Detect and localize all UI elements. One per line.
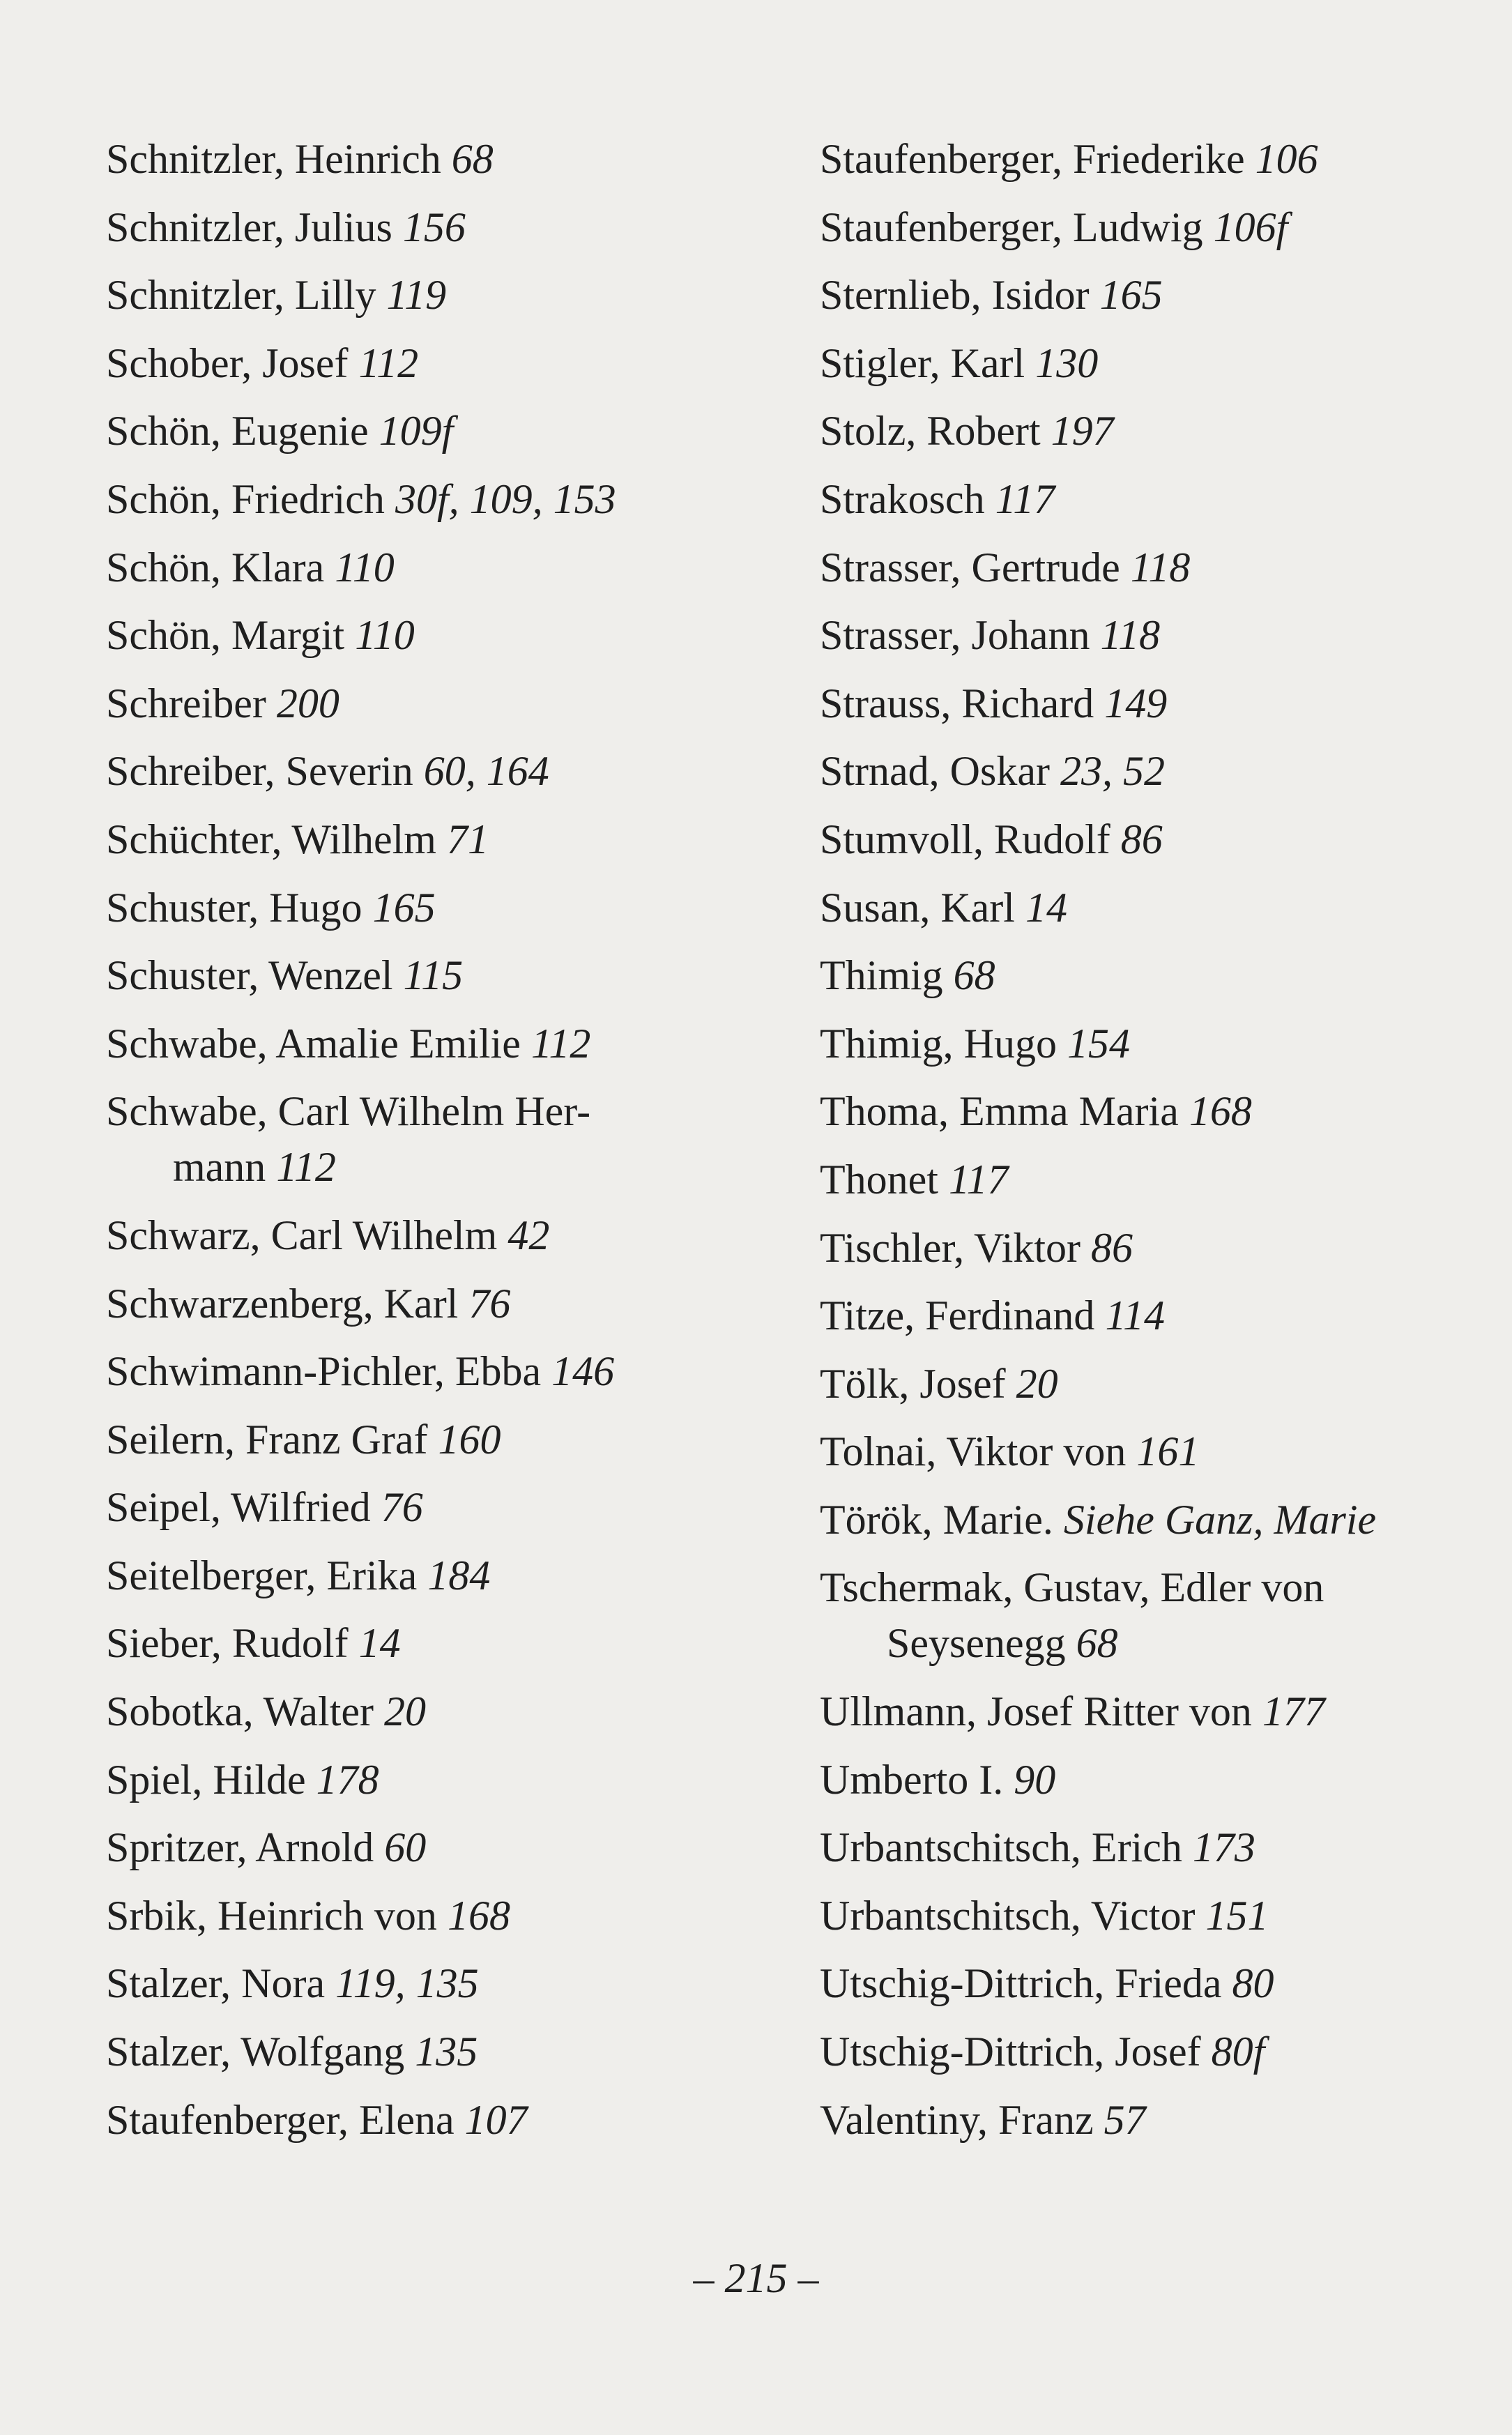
entry-pages: 14: [1025, 884, 1067, 931]
entry-name: Strauss, Richard: [820, 680, 1094, 726]
index-entry: [820, 1559, 1489, 1671]
entry-name: Susan, Karl: [820, 884, 1015, 931]
entry-pages: 149: [1104, 680, 1168, 726]
entry-name: Schön, Friedrich: [106, 475, 385, 522]
entry-name: Seipel, Wilfried: [106, 1484, 371, 1531]
entry-cross-reference: Siehe Ganz, Marie: [1063, 1496, 1377, 1543]
entry-name: Sternlieb, Isidor: [820, 272, 1090, 319]
entry-pages: 80: [1232, 1960, 1274, 2007]
entry-pages: 71: [446, 816, 489, 862]
entry-name: Stalzer, Nora: [106, 1960, 326, 2007]
index-entry: [820, 2092, 1489, 2148]
index-entry: [820, 1955, 1489, 2011]
index-entry: [106, 947, 803, 1003]
entry-name: Thimig: [820, 952, 943, 999]
entry-pages: 110: [335, 544, 395, 590]
index-entry: [820, 1356, 1489, 1412]
entry-pages: 119: [386, 272, 447, 319]
entry-name: Schwimann-Pichler, Ebba: [106, 1348, 542, 1395]
index-entry: [820, 199, 1489, 255]
index-entry: [106, 540, 803, 595]
index-entry: [820, 1888, 1489, 1944]
entry-pages: 118: [1100, 612, 1161, 659]
entry-name: Thoma, Emma Maria: [820, 1088, 1179, 1135]
entry-pages: 30f, 109, 153: [395, 475, 616, 522]
entry-name: Staufenberger, Elena: [106, 2096, 455, 2143]
index-entry: [106, 335, 803, 391]
entry-name: Staufenberger, Friederike: [820, 136, 1245, 182]
entry-pages: 200: [276, 680, 339, 726]
entry-pages: 117: [995, 475, 1055, 522]
index-entry: [820, 1220, 1489, 1276]
index-entry: [106, 1548, 803, 1603]
entry-name: Török, Marie.: [820, 1496, 1053, 1543]
index-entry: [106, 131, 803, 187]
page-number: – 215 –: [693, 2255, 819, 2301]
entry-pages: 106: [1255, 136, 1318, 182]
entry-name: Ullmann, Josef Ritter von: [820, 1688, 1252, 1735]
index-column-right: [820, 131, 1489, 2160]
entry-pages: 68: [451, 136, 494, 182]
entry-name: Spritzer, Arnold: [106, 1824, 374, 1871]
entry-name: Thonet: [820, 1156, 938, 1203]
entry-name: Strasser, Gertrude: [820, 544, 1120, 590]
entry-name: Schwabe, Carl Wilhelm Her-: [106, 1088, 591, 1135]
entry-pages: 178: [316, 1756, 379, 1803]
index-entry: [106, 675, 803, 731]
entry-name-continued: Seysenegg: [887, 1620, 1066, 1667]
index-entry: [106, 880, 803, 936]
entry-name: Stumvoll, Rudolf: [820, 816, 1110, 862]
entry-pages: 76: [468, 1280, 511, 1327]
entry-pages: 135: [415, 2029, 478, 2075]
entry-name: Titze, Ferdinand: [820, 1292, 1095, 1339]
entry-pages: 60: [384, 1824, 427, 1871]
entry-pages: 115: [403, 952, 464, 999]
index-entry: [820, 1684, 1489, 1739]
index-entry: [820, 947, 1489, 1003]
index-entry: [820, 743, 1489, 799]
index-entry: [106, 1615, 803, 1671]
entry-name: Schön, Margit: [106, 612, 345, 659]
entry-continuation: [106, 1139, 803, 1195]
entry-pages: 42: [507, 1212, 550, 1258]
index-entry: [106, 1888, 803, 1944]
entry-pages: 173: [1192, 1824, 1255, 1871]
entry-name: Seitelberger, Erika: [106, 1552, 418, 1598]
index-entry: [820, 811, 1489, 867]
entry-pages: 156: [402, 204, 466, 250]
entry-name: Sobotka, Walter: [106, 1688, 374, 1735]
index-entry: [820, 131, 1489, 187]
entry-name: Stalzer, Wolfgang: [106, 2029, 405, 2075]
entry-pages: 20: [1016, 1360, 1058, 1407]
index-entry: [106, 267, 803, 323]
index-entry: [820, 335, 1489, 391]
entry-name: Spiel, Hilde: [106, 1756, 306, 1803]
index-entry: [106, 2092, 803, 2148]
entry-name: Thimig, Hugo: [820, 1020, 1057, 1067]
index-entry: [820, 540, 1489, 595]
index-entry: [106, 1479, 803, 1535]
index-entry: [820, 2024, 1489, 2079]
index-entry: [820, 1492, 1489, 1548]
entry-pages: 112: [276, 1144, 336, 1191]
entry-pages: 107: [464, 2096, 528, 2143]
entry-name: Seilern, Franz Graf: [106, 1416, 428, 1463]
entry-pages: 60, 164: [423, 748, 549, 795]
entry-name: Sieber, Rudolf: [106, 1620, 349, 1667]
entry-name: Strasser, Johann: [820, 612, 1090, 659]
entry-pages: 168: [1189, 1088, 1252, 1135]
index-entry: [820, 880, 1489, 936]
index-entry: [820, 607, 1489, 663]
entry-name: Staufenberger, Ludwig: [820, 204, 1203, 250]
entry-name: Schreiber: [106, 680, 266, 726]
entry-name: Valentiny, Franz: [820, 2096, 1094, 2143]
entry-pages: 118: [1130, 544, 1191, 590]
entry-name: Utschig-Dittrich, Josef: [820, 2029, 1201, 2075]
entry-pages: 14: [358, 1620, 401, 1667]
entry-pages: 119, 135: [335, 1960, 479, 2007]
index-entry: [820, 675, 1489, 731]
index-entry: [106, 1207, 803, 1263]
entry-name: Schwarz, Carl Wilhelm: [106, 1212, 498, 1258]
index-entry: [820, 1819, 1489, 1875]
entry-name: Urbantschitsch, Erich: [820, 1824, 1182, 1871]
index-entry: [106, 1684, 803, 1739]
entry-pages: 80f: [1211, 2029, 1265, 2075]
entry-pages: 146: [551, 1348, 615, 1395]
index-entry: [106, 811, 803, 867]
entry-pages: 76: [381, 1484, 423, 1531]
index-entry: [106, 1412, 803, 1467]
entry-pages: 161: [1136, 1428, 1200, 1475]
entry-name: Schnitzler, Julius: [106, 204, 392, 250]
entry-pages: 160: [438, 1416, 501, 1463]
index-entry: [106, 1819, 803, 1875]
entry-pages: 20: [384, 1688, 426, 1735]
index-entry: [820, 1083, 1489, 1139]
entry-name: Schuster, Hugo: [106, 884, 362, 931]
index-entry: [106, 199, 803, 255]
index-entry: [106, 2024, 803, 2079]
entry-name: Schwarzenberg, Karl: [106, 1280, 459, 1327]
entry-pages: 86: [1091, 1224, 1133, 1271]
entry-name: Utschig-Dittrich, Frieda: [820, 1960, 1222, 2007]
index-entry: [106, 607, 803, 663]
entry-name: Schnitzler, Lilly: [106, 272, 376, 319]
index-entry: [106, 743, 803, 799]
entry-name: Schreiber, Severin: [106, 748, 413, 795]
index-entry: [106, 1276, 803, 1331]
entry-pages: 106f: [1213, 204, 1288, 250]
entry-name: Tölk, Josef: [820, 1360, 1006, 1407]
entry-pages: 112: [358, 339, 419, 386]
entry-name: Stolz, Robert: [820, 408, 1041, 455]
index-entry: [820, 1288, 1489, 1343]
entry-pages: 165: [1099, 272, 1163, 319]
entry-name: Schober, Josef: [106, 339, 349, 386]
entry-pages: 154: [1067, 1020, 1130, 1067]
entry-name: Schwabe, Amalie Emilie: [106, 1020, 521, 1067]
index-entry: [106, 403, 803, 459]
entry-pages: 23, 52: [1060, 748, 1165, 795]
index-column-left: [106, 131, 803, 2160]
entry-pages: 86: [1120, 816, 1163, 862]
entry-name: Urbantschitsch, Victor: [820, 1892, 1196, 1939]
entry-name: Tschermak, Gustav, Edler von: [820, 1564, 1324, 1611]
entry-name: Strakosch: [820, 475, 985, 522]
entry-pages: 177: [1262, 1688, 1325, 1735]
index-entry: [820, 1016, 1489, 1071]
entry-name: Srbik, Heinrich von: [106, 1892, 437, 1939]
index-entry: [820, 1423, 1489, 1479]
index-entry: [820, 267, 1489, 323]
entry-pages: 68: [1076, 1620, 1118, 1667]
entry-pages: 109f: [379, 408, 454, 455]
index-entry: [106, 1343, 803, 1399]
entry-name: Schuster, Wenzel: [106, 952, 393, 999]
entry-name-continued: mann: [173, 1144, 266, 1191]
entry-name: Schüchter, Wilhelm: [106, 816, 436, 862]
entry-name: Stigler, Karl: [820, 339, 1025, 386]
entry-name: Schön, Eugenie: [106, 408, 369, 455]
entry-name: Strnad, Oskar: [820, 748, 1050, 795]
entry-name: Schön, Klara: [106, 544, 325, 590]
index-entry: [820, 403, 1489, 459]
entry-pages: 117: [948, 1156, 1009, 1203]
entry-pages: 112: [530, 1020, 591, 1067]
entry-pages: 165: [372, 884, 436, 931]
index-entry: [820, 471, 1489, 527]
index-entry: [106, 1083, 803, 1195]
index-entry: [820, 1752, 1489, 1808]
entry-name: Tischler, Viktor: [820, 1224, 1081, 1271]
entry-pages: 90: [1014, 1756, 1056, 1803]
entry-name: Schnitzler, Heinrich: [106, 136, 441, 182]
entry-pages: 197: [1051, 408, 1114, 455]
entry-pages: 57: [1104, 2096, 1146, 2143]
index-entry: [820, 1152, 1489, 1207]
entry-name: Tolnai, Viktor von: [820, 1428, 1127, 1475]
entry-continuation: [820, 1615, 1489, 1671]
index-entry: [106, 1955, 803, 2011]
entry-pages: 184: [427, 1552, 491, 1598]
entry-pages: 110: [355, 612, 415, 659]
entry-pages: 114: [1105, 1292, 1165, 1339]
index-entry: [106, 471, 803, 527]
index-entry: [106, 1752, 803, 1808]
entry-pages: 68: [953, 952, 995, 999]
entry-pages: 168: [447, 1892, 510, 1939]
index-entry: [106, 1016, 803, 1071]
entry-pages: 130: [1035, 339, 1099, 386]
entry-name: Umberto I.: [820, 1756, 1004, 1803]
entry-pages: 151: [1205, 1892, 1269, 1939]
